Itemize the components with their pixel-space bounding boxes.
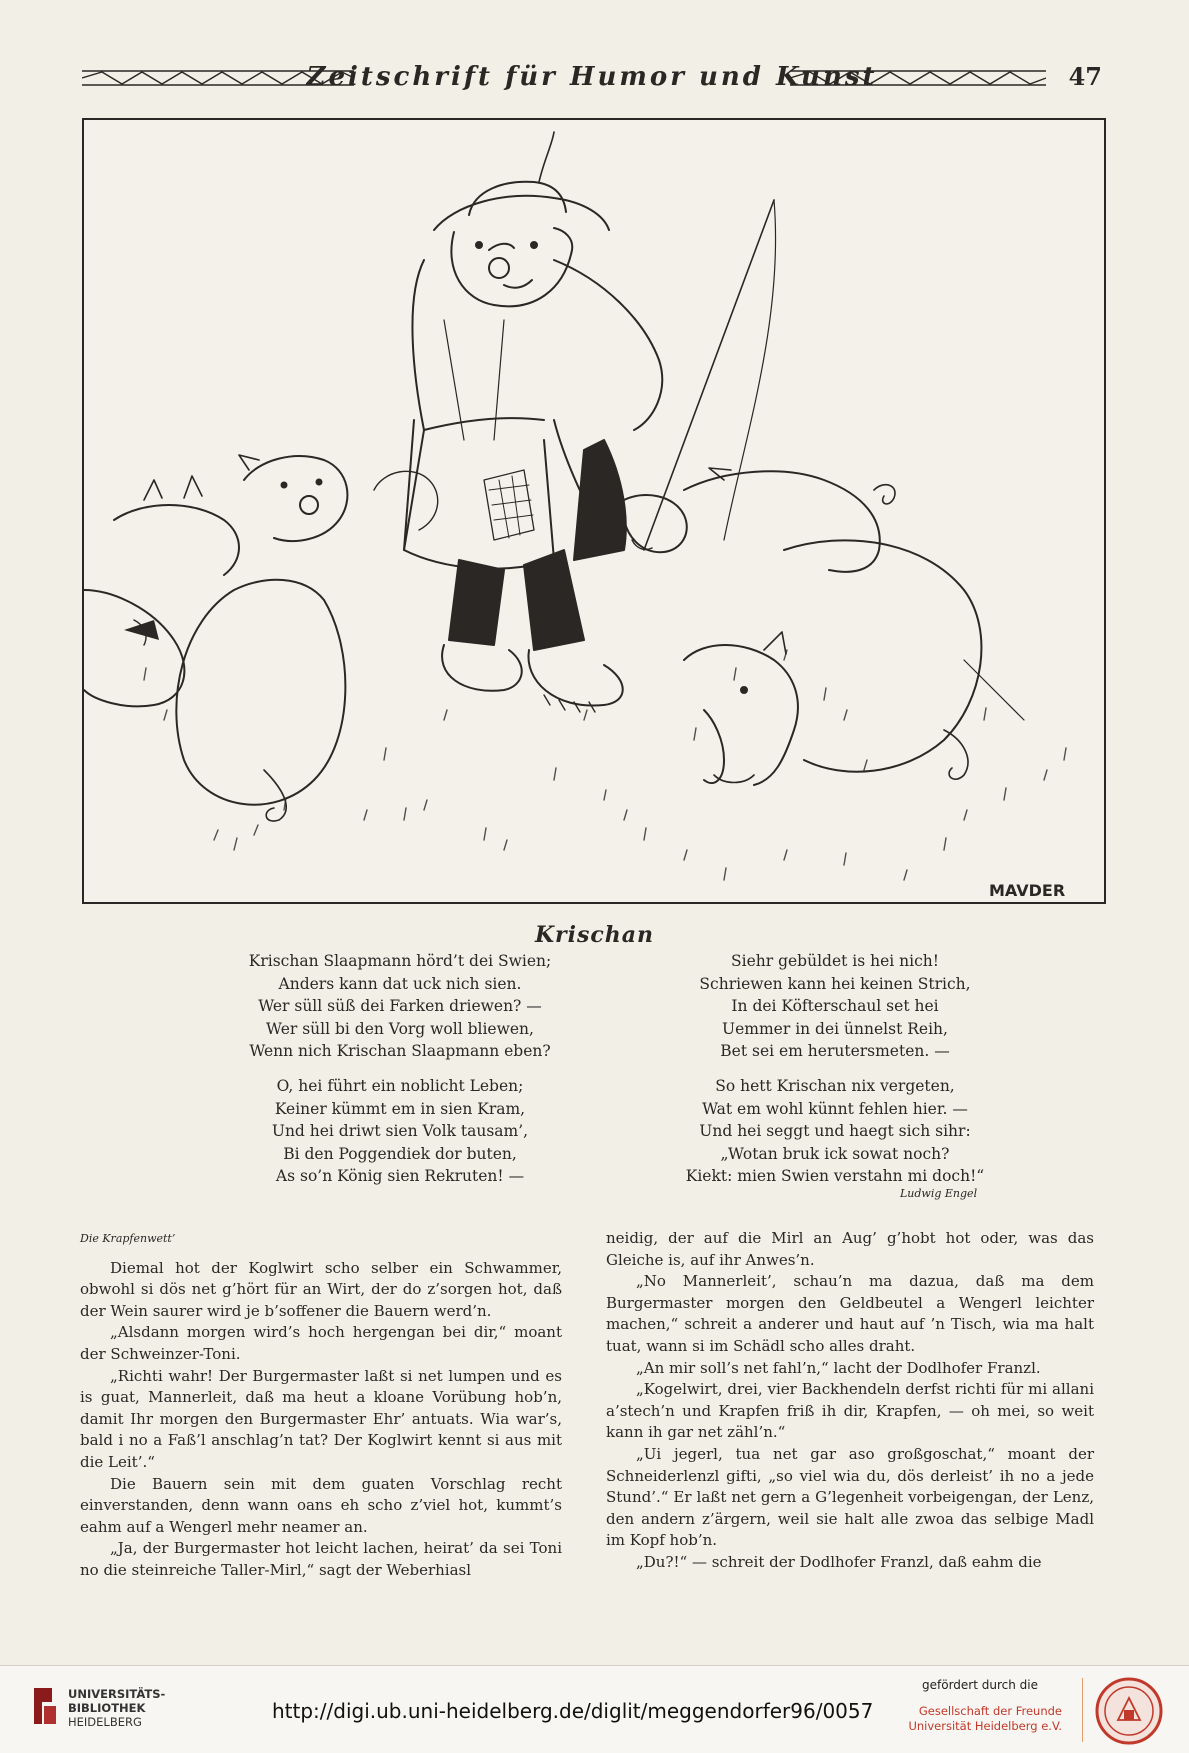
page-number: 47 [1068, 62, 1102, 91]
prose-column-right [606, 1228, 1094, 1574]
poem-line: Wer süll süß dei Farken driewen? — [258, 997, 542, 1016]
prose-paragraph: Die Bauern sein mit dem guaten Vorschlag recht einverstanden, denn wann oans eh scho z’viel hot, kummt’s eahm auf a Wengerl mehr neamer an. [80, 1474, 562, 1536]
poem-line: „Wotan bruk ick sowat noch? [720, 1144, 950, 1163]
poem-line: So hett Krischan nix vergeten, [715, 1077, 955, 1095]
prose-paragraph: „Alsdann morgen wird’s hoch hergengan bei dir,“ moant der Schweinzer-Toni. [80, 1323, 562, 1363]
prose-column-left [80, 1228, 562, 1582]
sponsor-name-line: Universität Heidelberg e.V. [908, 1719, 1062, 1733]
poem-stanza-right-2 [625, 1075, 1045, 1188]
poem-line: Keiner kümmt em in sien Kram, [274, 1099, 526, 1118]
poem-title: Krischan [534, 922, 655, 948]
permalink-url[interactable]: http://digi.ub.uni-heidelberg.de/diglit/meggendorfer96/0057 [272, 1699, 874, 1723]
poem-line: Bet sei em herutersmeten. — [720, 1042, 950, 1061]
sponsor-name[interactable] [902, 1704, 1062, 1734]
prose-paragraph: „Du?!“ — schreit der Dodlhofer Franzl, daß eahm die [636, 1552, 1042, 1571]
poem-line: Wat em wohl künnt fehlen hier. — [702, 1099, 968, 1118]
poem-line: Schriewen kann hei keinen Strich, [699, 974, 971, 993]
library-name[interactable] [68, 1687, 165, 1729]
poem-line: Siehr gebüldet is hei nich! [731, 952, 939, 970]
poem-line: Wenn nich Krischan Slaapmann eben? [249, 1042, 551, 1061]
poem-stanza-left-1 [190, 950, 610, 1063]
library-logo-icon[interactable] [30, 1684, 60, 1728]
library-name-line: HEIDELBERG [68, 1715, 142, 1729]
prose-paragraph: „Ja, der Burgermaster hot leicht lachen, heirat’ da sei Toni no die steinreiche Taller-Mirl,“ sagt der Weberhiasl [80, 1539, 562, 1579]
prose-paragraph: Diemal hot der Koglwirt scho selber ein Schwammer, obwohl si dös net g’hört für an Wirt, der do z’sorgen hot, daß der Wein saurer wird je b’soffener die Bauern werd’n. [80, 1258, 562, 1320]
swineherd-drawing [84, 120, 1104, 902]
illustration-swineherd [82, 118, 1106, 904]
poem-line: Bi den Poggendiek dor buten, [283, 1144, 517, 1163]
poem-line: Wer süll bi den Vorg woll bliewen, [266, 1019, 534, 1038]
poem-line: Krischan Slaapmann hörd’t dei Swien; [248, 952, 552, 970]
library-name-line: UNIVERSITÄTS- [68, 1687, 166, 1701]
prose-paragraph: „Richti wahr! Der Burgermaster laßt si net lumpen und es is guat, Mannerleit, daß ma heut a kloane Vorübung hob’n, damit Ihr morgen den Burgermaster Ehr’ antuats. Wia war’s, bald i no a Faß’l anschlag’n tat? Der Koglwirt kennt si aus mit die Leit’.“ [80, 1366, 562, 1471]
library-name-line: BIBLIOTHEK [68, 1701, 146, 1715]
prose-paragraph: „Ui jegerl, tua net gar aso großgoschat,“ moant der Schneiderlenzl gifti, „so viel wia du, dös derleist’ ih no a jede Stund’.“ Er laßt net gern a G’legenheit vorbeigengan, der Lenz, den andern z’ärgern, weil sie halt alle zwoa das selbige Madl im Kopf hob’n. [606, 1444, 1094, 1550]
sponsor-name-line: Gesellschaft der Freunde [918, 1704, 1062, 1718]
university-seal-icon[interactable] [1094, 1676, 1164, 1746]
prose-paragraph: neidig, der auf die Mirl an Aug’ g’hobt hot oder, was das Gleiche is, auf ihr Anwes’n. [606, 1229, 1094, 1269]
poem-author: Ludwig Engel [900, 1187, 978, 1200]
poem-line: Anders kann dat uck nich sien. [278, 974, 522, 993]
poem-line: Uemmer in dei ünnelst Reih, [722, 1019, 948, 1038]
poem-line: Kiekt: mien Swien verstahn mi doch!“ [685, 1167, 985, 1186]
page-header [82, 60, 1102, 96]
footer-divider [1082, 1678, 1083, 1742]
journal-title: Zeitschrift für Humor und Kunst [306, 62, 878, 92]
prose-paragraph: „Kogelwirt, drei, vier Backhendeln derfst richti für mi allani a’stech’n und Krapfen friß ih dir, Krapfen, — oh mei, so weit kann ih gar net zähl’n.“ [606, 1380, 1094, 1442]
viewer-footer [0, 1665, 1189, 1753]
sponsor-caption: gefördert durch die [922, 1678, 1038, 1692]
prose-paragraph: „An mir soll’s net fahl’n,“ lacht der Dodlhofer Franzl. [636, 1358, 1041, 1377]
poem-line: Und hei driwt sien Volk tausam’, [271, 1122, 529, 1141]
story-heading: Die Krapfenwett’ [80, 1232, 176, 1245]
right-ornament [790, 68, 1046, 88]
artist-signature: MAVDER [989, 881, 1066, 900]
poem-line: As so’n König sien Rekruten! — [275, 1167, 525, 1186]
poem-line: In dei Köfterschaul set hei [731, 997, 939, 1016]
poem-line: Und hei seggt und haegt sich sihr: [699, 1122, 971, 1141]
poem-stanza-left-2 [190, 1075, 610, 1188]
prose-paragraph: „No Mannerleit’, schau’n ma dazua, daß ma dem Burgermaster morgen den Geldbeutel a Wengerl leichter machen,“ schreit a anderer und haut auf ’n Tisch, wia ma halt tuat, wann si im Schädl scho alles draht. [606, 1272, 1094, 1355]
poem-stanza-right-1 [625, 950, 1045, 1063]
poem-line: O, hei führt ein noblicht Leben; [276, 1077, 524, 1095]
